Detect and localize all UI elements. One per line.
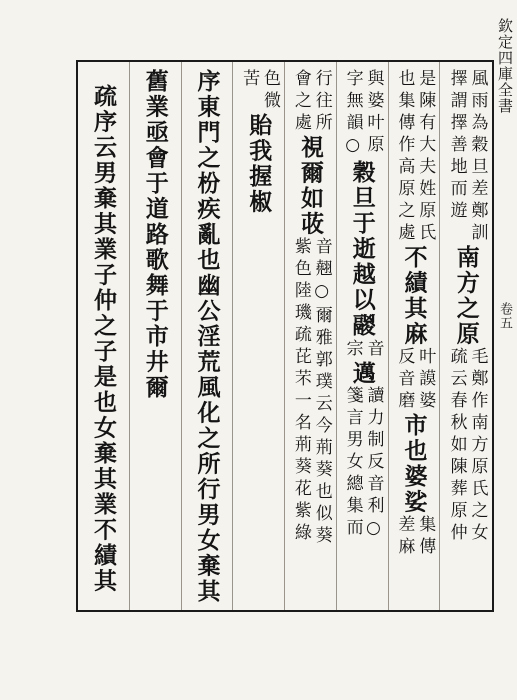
annotation-right: 風雨為穀旦差鄭訓 [467,69,488,245]
main-text: 市也婆娑 [400,413,428,515]
margin-header: 欽定四庫全書 [496,18,514,114]
annotation-right: 集傳 [415,515,436,559]
annotation-left: 疏云春秋如陳葬原仲 [446,347,467,545]
annotation [343,339,382,361]
main-text: 邁 [348,360,376,386]
annotation-right: 毛鄭作南方原氏之女 [467,347,488,545]
page-frame [76,60,494,612]
annotation [395,347,434,413]
annotation-right: 讀力制反音利○ [363,386,384,543]
annotation [239,69,278,113]
text-column-2 [389,62,441,610]
annotation-right: 叶謨婆 [415,347,436,413]
annotation-left: 差麻 [394,515,415,559]
page-margin [494,0,517,700]
annotation-right: 行往所 [311,69,332,135]
main-text: 序東門之枌疾亂也幽公淫荒風化之所行男女棄其 [193,69,221,605]
main-text: 視爾如荍 [297,135,325,237]
main-text: 南方之原 [452,245,480,347]
annotation-right: 色微 [259,69,280,113]
main-text: 貽我握椒 [245,113,273,215]
annotation [447,69,486,245]
text-column-8 [78,62,130,610]
main-text: 不績其麻 [400,245,428,347]
annotation-left: 字無韻○ [342,69,363,160]
annotation-right: 音 [363,338,384,361]
annotation-left: 苦 [239,69,260,91]
annotation [395,515,434,559]
annotation-left: 反音磨 [394,347,415,413]
annotation [343,386,382,543]
annotation [447,347,486,545]
text-column-4 [285,62,337,610]
annotation-left: 箋言男女總集而 [342,386,363,540]
text-column-3 [337,62,389,610]
annotation-right: 是陳有大夫姓原氏 [415,69,436,245]
annotation-left: 宗 [342,338,363,361]
annotation-left: 會之處 [290,69,311,135]
annotation [395,69,434,245]
text-column-1 [440,62,492,610]
main-text: 舊業亟會于道路歌舞于市井爾 [141,69,169,401]
annotation-left: 紫色陸璣疏芘芣一名荊葵花紫綠 [290,237,311,545]
main-text: 穀旦于逝越以鬷 [348,160,376,339]
text-column-5 [233,62,285,610]
annotation [291,69,330,135]
annotation-left: 擇謂擇善地而遊 [446,69,467,223]
text-column-6 [182,62,234,610]
annotation [291,237,330,548]
margin-juan: 卷五 [497,302,512,330]
annotation-right: 與婆叶原 [363,69,384,157]
text-column-7 [130,62,182,610]
main-text: 疏序云男棄其業子仲之子是也女棄其業不績其 [90,84,118,594]
annotation-left: 也集傳作高原之處 [394,69,415,245]
annotation [343,69,382,160]
annotation-right: 音翹○爾雅郭璞云今荊葵也似葵 [311,237,332,548]
